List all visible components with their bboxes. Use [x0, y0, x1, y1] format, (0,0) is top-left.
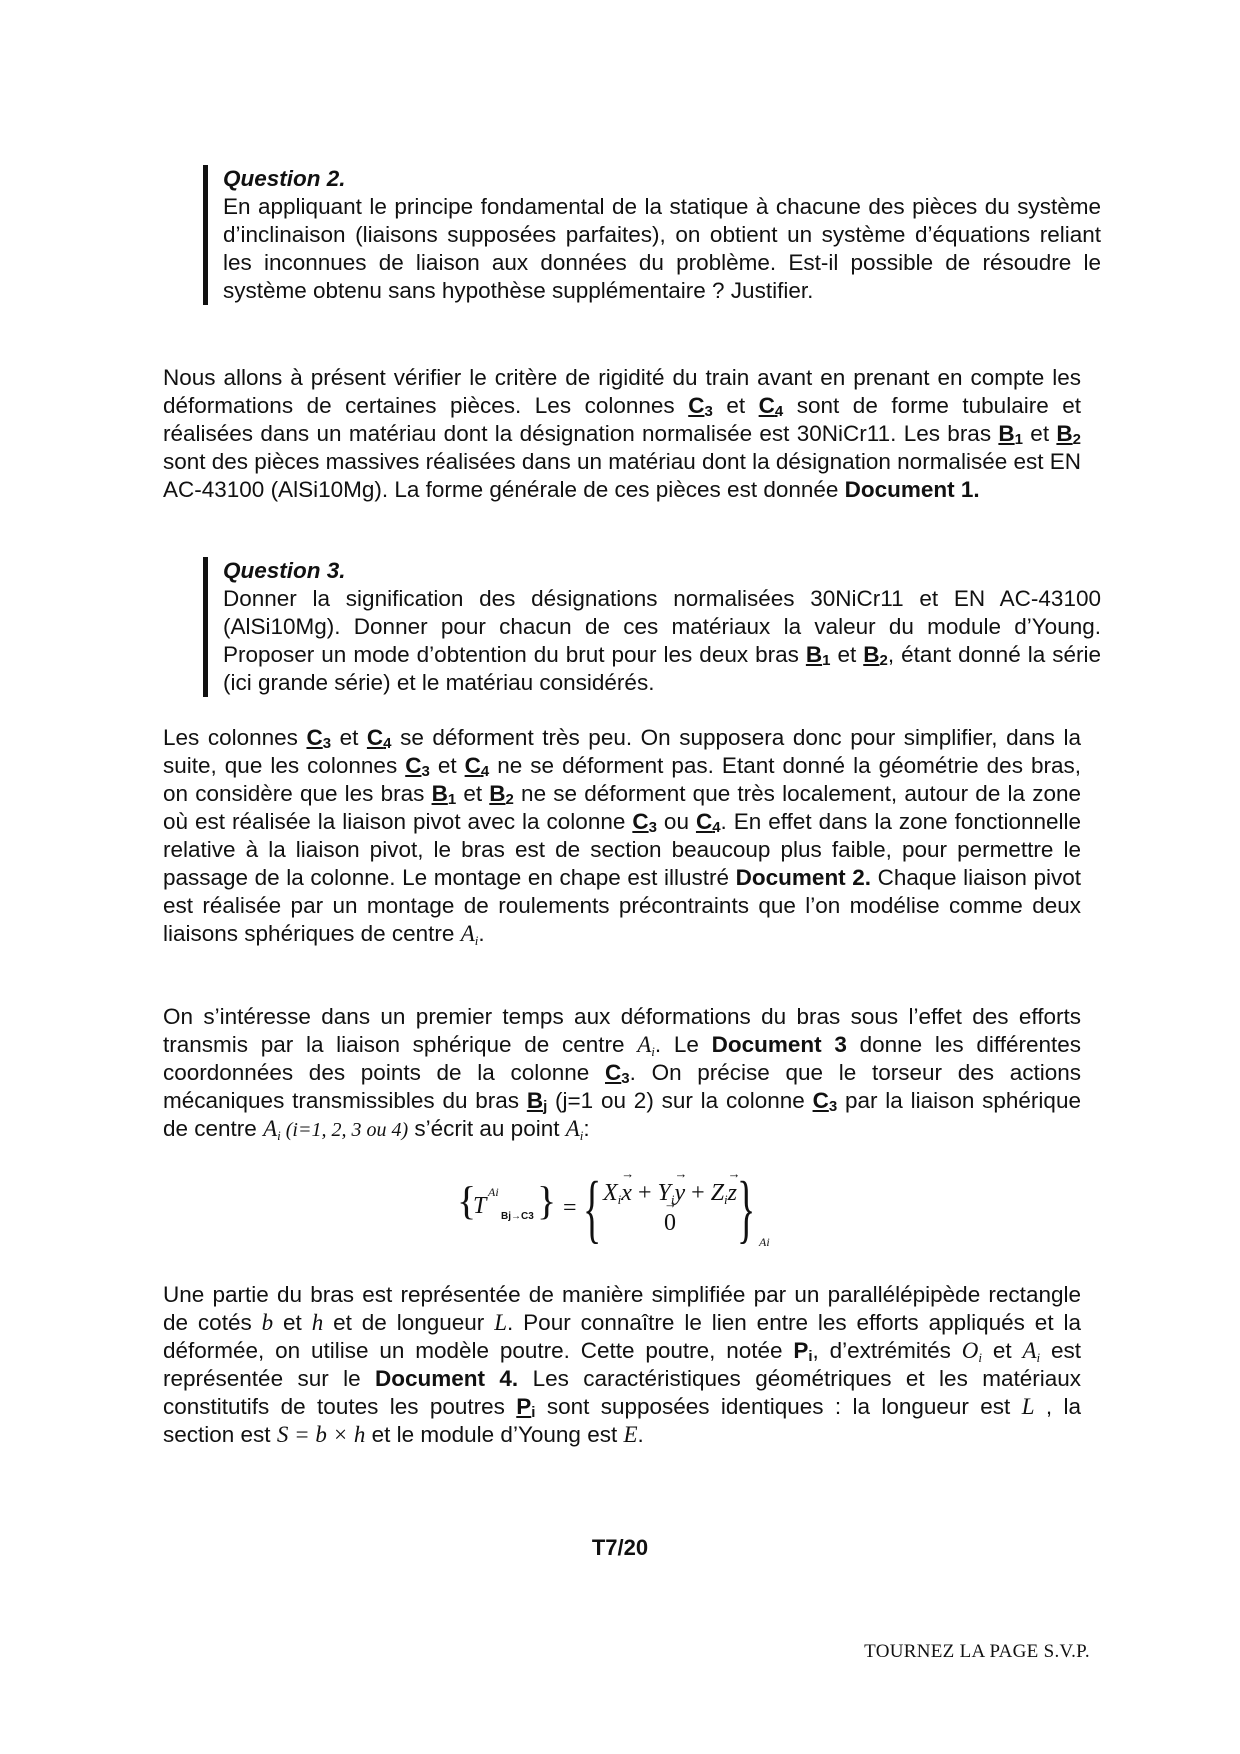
torseur-symbol: T [473, 1193, 487, 1219]
right-brace: } [537, 1178, 557, 1223]
math-h: h [311, 1310, 324, 1335]
question-2-title: Question 2. [223, 166, 346, 191]
page-number: T7/20 [591, 1535, 649, 1560]
math-ai-condition: $A_i$ (i=1, 2, 3 ou 4) [263, 1116, 409, 1143]
ref-c3: $C_3$ [405, 753, 430, 780]
math-b: b [261, 1310, 274, 1335]
ref-c4: $C_4$ [366, 725, 392, 752]
text: sont des pièces massives réalisées dans un matériau dont la désignation normalisée est EN AC-43100 (AlSi10Mg). La forme générale de ces pièces est donnée [163, 449, 1081, 502]
ref-b1: $B_1$ [431, 781, 457, 808]
ref-pi: $P_i$ [516, 1394, 536, 1421]
document-4-ref: Document 4. [375, 1366, 519, 1391]
question-2-box [203, 165, 1101, 305]
document-1-ref: Document 1. [844, 477, 980, 502]
math-L: L [1021, 1394, 1035, 1419]
ref-b1: $B_1$ [998, 421, 1023, 448]
question-2-body: En appliquant le principe fondamental de la statique à chacune des pièces du système d’inclinaison (liaisons supposées parfaites), on obtient un système d’équations reliant les inconnues de liaison aux données du problème. Est-il possible de résoudre le système obtenu sans hypothèse supplémentaire ? Justifier. [223, 194, 1101, 303]
ref-pi: $P_i$ [793, 1338, 813, 1365]
ref-b2: $B_2$ [863, 642, 888, 669]
paragraph-materials [163, 364, 1081, 504]
ref-c3: $C_3$ [688, 393, 713, 420]
ref-c3: $C_3$ [632, 809, 657, 836]
math-oi: $O_i$ [961, 1338, 983, 1365]
resultant-line: $X_i\to x + Y_i\to y + Z_i\to z$ [603, 1180, 737, 1207]
math-E: E [623, 1422, 638, 1447]
big-right-brace: } [737, 1167, 756, 1251]
ref-b1: $B_1$ [805, 642, 831, 669]
question-3-box [203, 557, 1101, 697]
text: sont de forme tubulaire et réalisées dans un matériau dont la désignation normalisée est 30NiCr11. Les bras [163, 393, 1081, 446]
ref-b2: $B_2$ [1056, 421, 1081, 448]
ref-c4: $C_4$ [695, 809, 721, 836]
question-3-title: Question 3. [223, 558, 346, 583]
ref-c4: $C_4$ [464, 753, 490, 780]
math-ai: $A_i$ [637, 1032, 655, 1059]
ref-c3: $C_3$ [812, 1088, 838, 1115]
math-ai: $A_i$ [460, 921, 479, 948]
turn-page-note: TOURNEZ LA PAGE S.V.P. [864, 1641, 1090, 1662]
paragraph-beam-model: Une partie du bras est représentée de manière simplifiée par un parallélépipède rectangle de cotés b et h et de longueur L. Pour connaître le lien entre les efforts appliqués et la déformée, on utilise un modèle poutre. Cette poutre, notée $P_i$, d’extrémités $O_i$ et $A_i$ est représentée sur le Document 4. Les caractéristiques géométriques et les matériaux constitutifs de toutes les poutres $P_i$ sont supposées identiques : la longueur est L , la section est S = b × h et le module d’Young est E. [163, 1282, 1081, 1447]
question-3-body: Donner la signification des désignations normalisées 30NiCr11 et EN AC-43100 (AlSi10Mg). Donner pour chacun de ces matériaux la valeur du module d’Young. Proposer un mode d’obtention du brut pour les deux bras $B_1$ et $B_2$, étant donné la série (ici grande série) et le matériau considérés. [223, 586, 1101, 695]
left-brace: { [457, 1178, 477, 1223]
reduction-point: Ai [759, 1235, 770, 1249]
moment-line: → 0 [664, 1210, 676, 1237]
math-L: L [494, 1310, 508, 1335]
document-2-ref: Document 2. [735, 865, 872, 890]
ref-c4: $C_4$ [758, 393, 784, 420]
math-ai: $A_i$ [565, 1116, 584, 1143]
math-ai: $A_i$ [1022, 1338, 1041, 1365]
text: Nous allons à présent vérifier le critère de rigidité du train avant en prenant en compte les déformations de certaines pièces. Les colonnes [163, 365, 1081, 418]
ref-c3: $C_3$ [605, 1060, 630, 1087]
torseur-superscript: Ai [488, 1185, 499, 1199]
ref-bj: $B_j$ [526, 1088, 548, 1115]
torseur-subscript: Bj→C3 [501, 1211, 534, 1222]
big-left-brace: { [583, 1167, 602, 1251]
ref-c3: $C_3$ [306, 725, 332, 752]
math-section-formula: S = b × h [276, 1422, 366, 1447]
ref-b2: $B_2$ [489, 781, 514, 808]
paragraph-deformation: Les colonnes $C_3$ et $C_4$ se déforment très peu. On supposera donc pour simplifier, dans la suite, que les colonnes $C_3$ et $C_4$ ne se déforment pas. Etant donné la géométrie des bras, on considère que les bras $B_1$ et $B_2$ ne se déforment que très localement, autour de la zone où est réalisée la liaison pivot avec la colonne $C_3$ ou $C_4$. En effet dans la zone fonctionnelle relative à la liaison pivot, le bras est de section beaucoup plus faible, pour permettre le passage de la colonne. Le montage en chape est illustré Document 2. Chaque liaison pivot est réalisée par un montage de roulements précontraints que l’on modélise comme deux liaisons sphériques de centre $A_i$. [163, 725, 1082, 948]
paragraph-torseur: On s’intéresse dans un premier temps aux déformations du bras sous l’effet des efforts transmis par la liaison sphérique de centre $A_i$. Le Document 3 donne les différentes coordonnées des points de la colonne $C_3$. On précise que le torseur des actions mécaniques transmissibles du bras $B_j$ (j=1 ou 2) sur la colonne $C_3$ par la liaison sphérique de centre $A_i$ (i=1, 2, 3 ou 4) s’écrit au point $A_i$: [163, 1004, 1082, 1143]
text: et [1022, 421, 1057, 446]
document-3-ref: Document 3 [711, 1032, 847, 1057]
torseur-equation [455, 1167, 815, 1257]
equals-sign: = [563, 1195, 577, 1221]
text: et [712, 393, 759, 418]
